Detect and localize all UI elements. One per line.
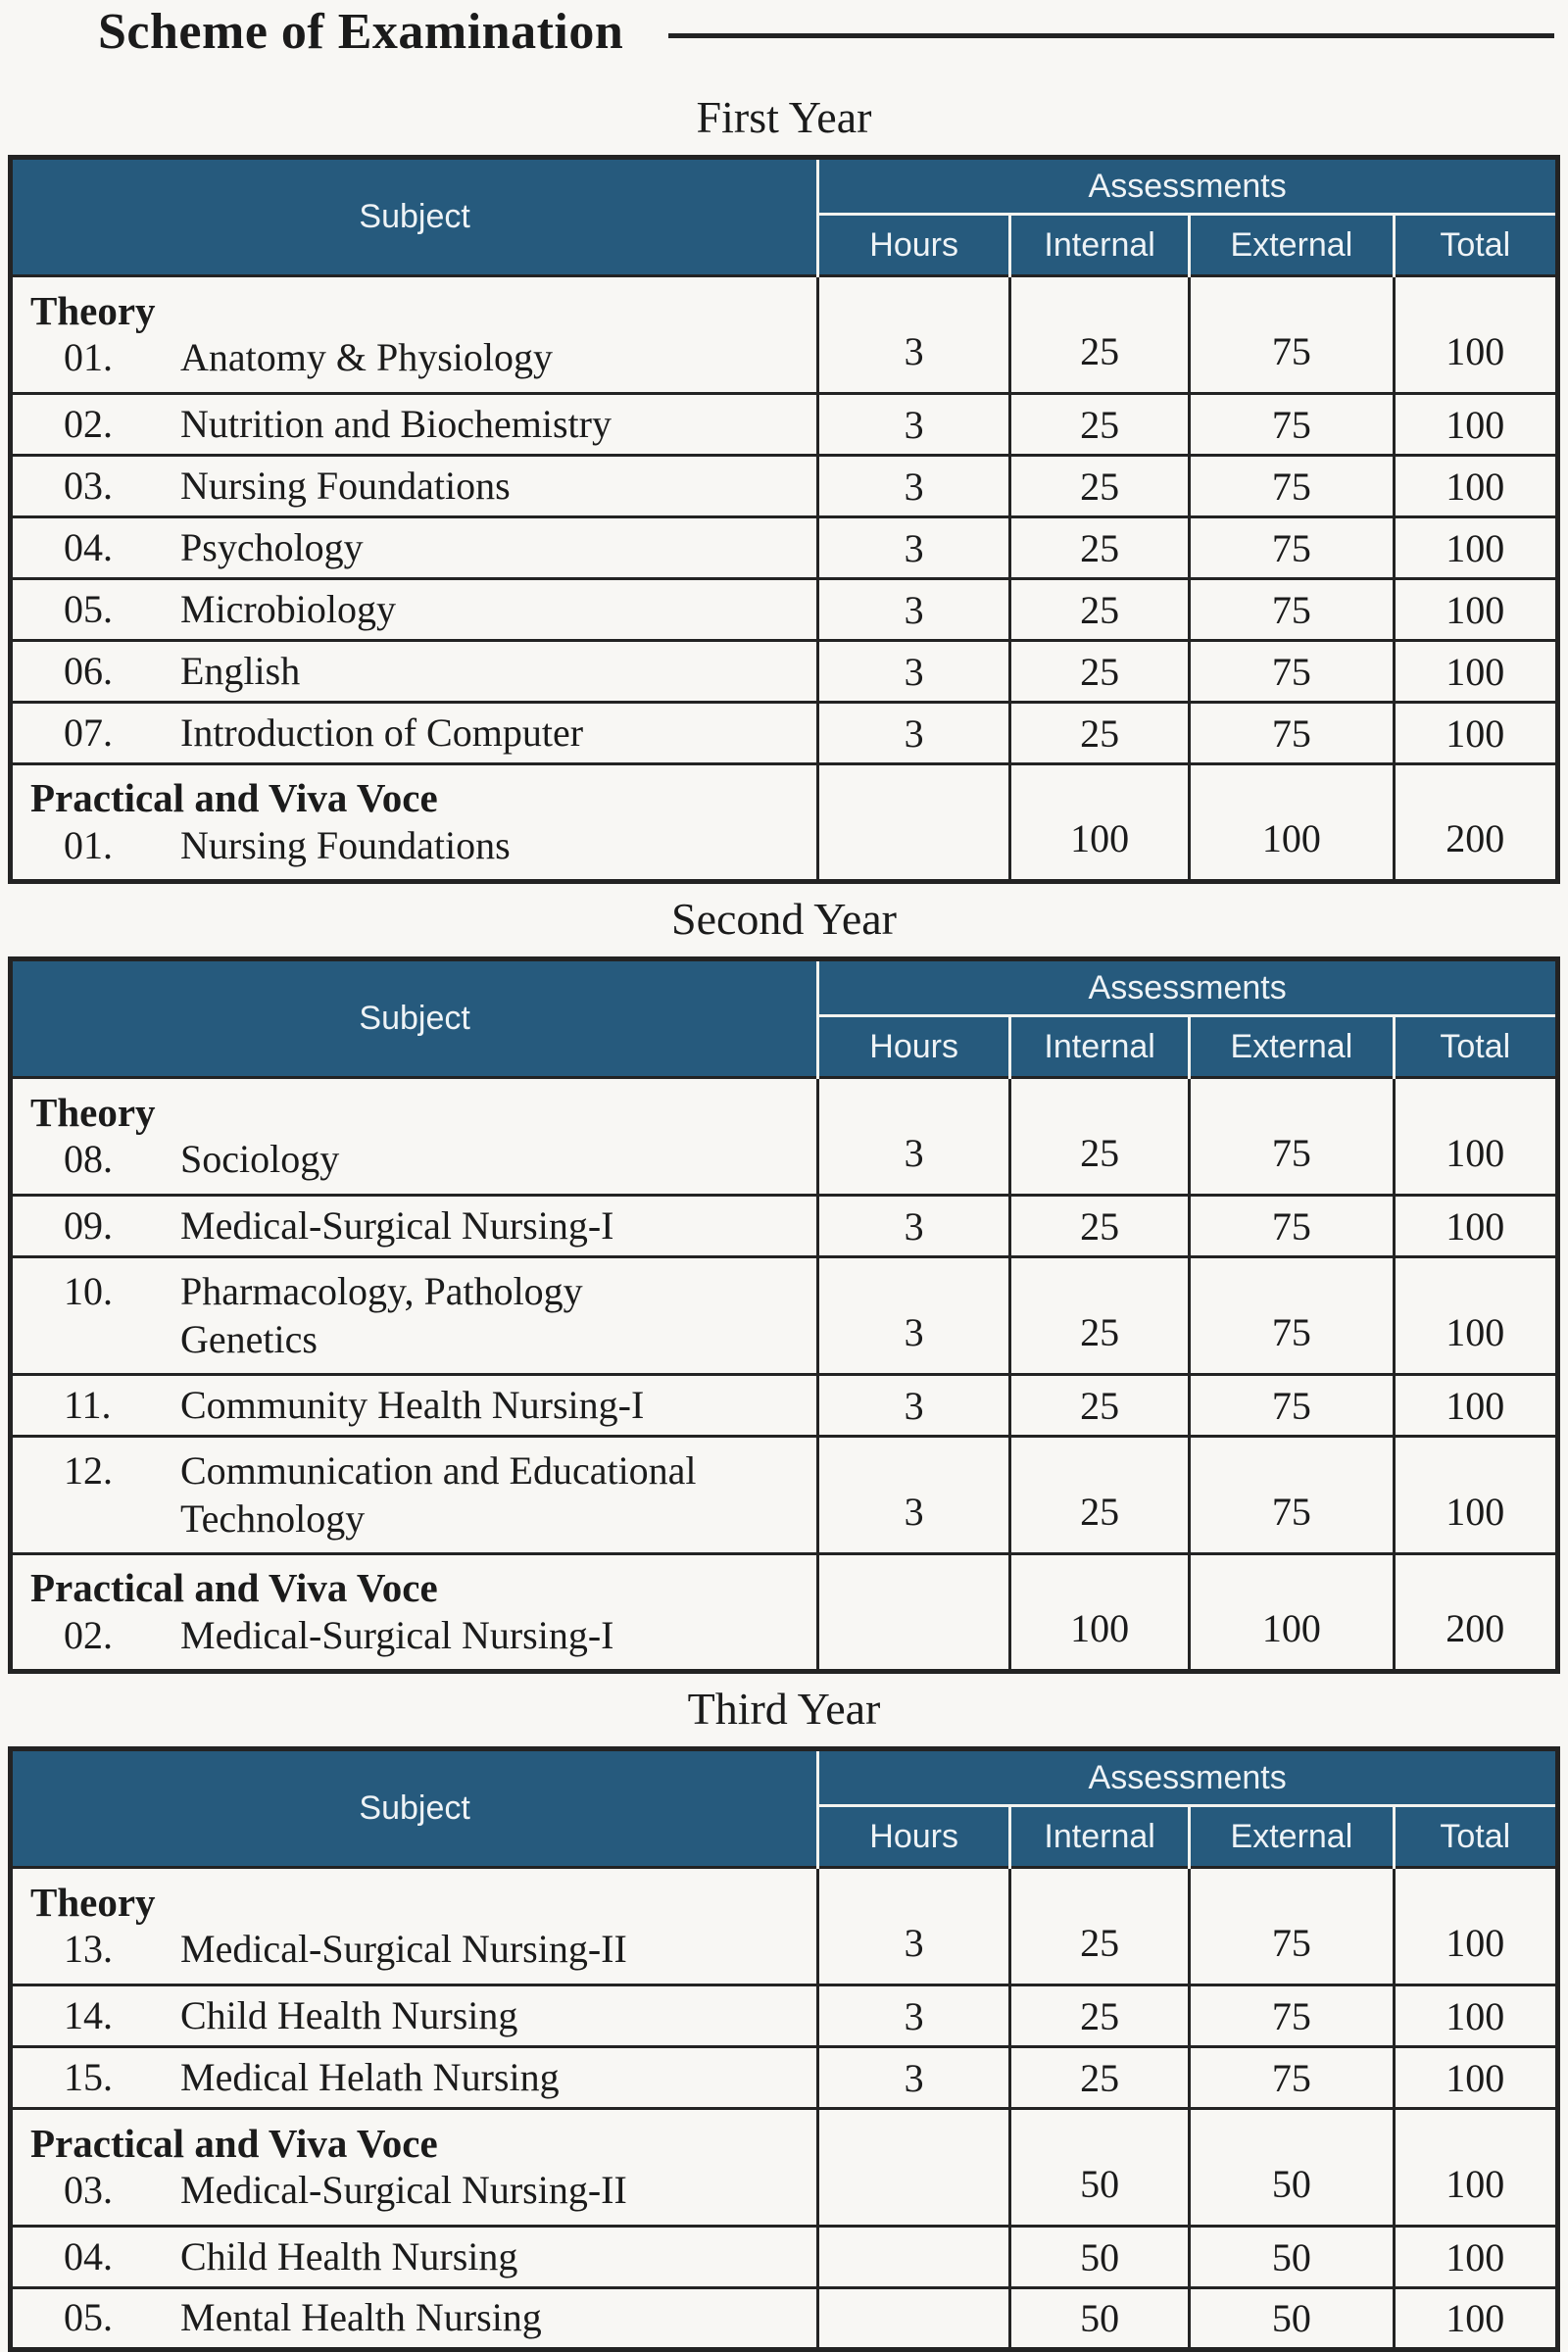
- table-row: [11, 517, 1558, 579]
- value-cell-total: 100: [1394, 703, 1557, 764]
- year-tables: [8, 92, 1560, 2352]
- subject-cell: [11, 1257, 818, 1375]
- subject-number: 03.: [64, 463, 113, 508]
- value-cell-total: 100: [1394, 1257, 1557, 1375]
- table-row: [11, 456, 1558, 517]
- subject-text: Nutrition and Biochemistry: [180, 401, 612, 446]
- value-cell-total: 100: [1394, 2288, 1557, 2350]
- subject-name: [13, 710, 816, 758]
- subject-text: Medical-Surgical Nursing-I: [180, 1202, 614, 1248]
- value-cell-total: 100: [1394, 517, 1557, 579]
- subject-name: [13, 1612, 816, 1660]
- table-row: [11, 1868, 1558, 1985]
- subject-text: English: [180, 648, 301, 693]
- subject-cell: [11, 1078, 818, 1196]
- value-cell-hours: 3: [818, 1078, 1010, 1196]
- section-label: Theory: [30, 287, 156, 333]
- subject-number: 01.: [64, 822, 113, 867]
- subject-number: 05.: [64, 586, 113, 631]
- value-cell-internal: 25: [1010, 456, 1190, 517]
- subject-number: 09.: [64, 1202, 113, 1248]
- column-header-external: External: [1190, 215, 1394, 276]
- value-cell-hours: 3: [818, 2047, 1010, 2109]
- value-cell-external: 75: [1190, 641, 1394, 703]
- subject-header: Subject: [11, 959, 818, 1078]
- subject-text: Community Health Nursing-I: [180, 1382, 645, 1427]
- year-section: [8, 1684, 1560, 2352]
- subject-number: 01.: [64, 335, 113, 380]
- subject-number: 06.: [64, 648, 113, 693]
- value-cell-internal: 50: [1010, 2109, 1190, 2227]
- table-body: [11, 1868, 1558, 2350]
- subject-text: Sociology: [180, 1137, 340, 1182]
- subject-text: Nursing Foundations: [180, 822, 511, 867]
- subject-name: [13, 1268, 816, 1316]
- column-header-hours: Hours: [818, 215, 1010, 276]
- table-row: [11, 2227, 1558, 2288]
- assessments-header: Assessments: [818, 158, 1558, 215]
- table-row: [11, 1196, 1558, 1257]
- value-cell-external: 75: [1190, 1078, 1394, 1196]
- subject-header: Subject: [11, 158, 818, 276]
- value-cell-total: 100: [1394, 1375, 1557, 1437]
- value-cell-hours: [818, 2288, 1010, 2350]
- subject-text: Technology: [180, 1495, 366, 1541]
- table-row: [11, 641, 1558, 703]
- subject-cell: [11, 517, 818, 579]
- subject-name: [13, 524, 816, 572]
- value-cell-hours: [818, 764, 1010, 882]
- subject-cell: [11, 456, 818, 517]
- subject-number: 10.: [64, 1268, 113, 1313]
- table-row: [11, 276, 1558, 394]
- subject-header: Subject: [11, 1749, 818, 1868]
- value-cell-total: 100: [1394, 2227, 1557, 2288]
- subject-text: Psychology: [180, 524, 364, 569]
- subject-text: Child Health Nursing: [180, 2233, 518, 2278]
- value-cell-internal: 25: [1010, 1078, 1190, 1196]
- column-header-total: Total: [1394, 1806, 1557, 1868]
- subject-number: 05.: [64, 2295, 113, 2340]
- table-row: [11, 1437, 1558, 1554]
- column-header-total: Total: [1394, 1016, 1557, 1078]
- subject-cell: [11, 2109, 818, 2227]
- subject-text: Communication and Educational: [180, 1447, 697, 1493]
- subject-name: [13, 586, 816, 634]
- value-cell-external: 50: [1190, 2109, 1394, 2227]
- value-cell-external: 50: [1190, 2227, 1394, 2288]
- value-cell-internal: 25: [1010, 276, 1190, 394]
- subject-number: 02.: [64, 401, 113, 446]
- subject-name: [13, 1202, 816, 1250]
- value-cell-external: 75: [1190, 1196, 1394, 1257]
- subject-cell: [11, 1985, 818, 2047]
- subject-name: [13, 2167, 816, 2215]
- value-cell-external: 75: [1190, 517, 1394, 579]
- subject-number: 02.: [64, 1612, 113, 1657]
- value-cell-external: 75: [1190, 1257, 1394, 1375]
- subject-number: 13.: [64, 1927, 113, 1972]
- value-cell-internal: 25: [1010, 1437, 1190, 1554]
- year-title: First Year: [696, 92, 872, 142]
- value-cell-internal: 25: [1010, 1257, 1190, 1375]
- value-cell-external: 75: [1190, 1437, 1394, 1554]
- table-row: [11, 1257, 1558, 1375]
- subject-cell: [11, 579, 818, 641]
- subject-text: Medical-Surgical Nursing-II: [180, 1927, 627, 1972]
- value-cell-total: 100: [1394, 2047, 1557, 2109]
- subject-cell: [11, 764, 818, 882]
- column-header-external: External: [1190, 1016, 1394, 1078]
- value-cell-external: 100: [1190, 764, 1394, 882]
- column-header-hours: Hours: [818, 1016, 1010, 1078]
- table-row: [11, 1078, 1558, 1196]
- subject-cell: [11, 1375, 818, 1437]
- subject-text: Child Health Nursing: [180, 1992, 518, 2037]
- value-cell-hours: 3: [818, 641, 1010, 703]
- assessments-header-row: [11, 1749, 1558, 1806]
- subject-text: Nursing Foundations: [180, 463, 511, 508]
- value-cell-internal: 25: [1010, 394, 1190, 456]
- value-cell-external: 75: [1190, 276, 1394, 394]
- value-cell-internal: 25: [1010, 641, 1190, 703]
- value-cell-external: 75: [1190, 1868, 1394, 1985]
- value-cell-internal: 100: [1010, 764, 1190, 882]
- value-cell-external: 75: [1190, 2047, 1394, 2109]
- subject-name: [13, 1992, 816, 2040]
- subject-name: [13, 822, 816, 870]
- value-cell-hours: 3: [818, 517, 1010, 579]
- assessments-header: Assessments: [818, 959, 1558, 1016]
- value-cell-hours: 3: [818, 1985, 1010, 2047]
- subject-text: Medical-Surgical Nursing-I: [180, 1612, 614, 1657]
- document-header: [8, 0, 1560, 59]
- section-label: Theory: [30, 1089, 156, 1135]
- subject-text: Microbiology: [180, 586, 396, 631]
- value-cell-hours: 3: [818, 1868, 1010, 1985]
- subject-number: 08.: [64, 1137, 113, 1182]
- value-cell-hours: 3: [818, 1375, 1010, 1437]
- subject-text: Mental Health Nursing: [180, 2295, 542, 2340]
- subject-name: [13, 1382, 816, 1430]
- value-cell-total: 100: [1394, 1078, 1557, 1196]
- value-cell-external: 75: [1190, 456, 1394, 517]
- table-row: [11, 579, 1558, 641]
- table-row: [11, 703, 1558, 764]
- subject-name: [13, 1447, 816, 1495]
- subject-cell: [11, 1437, 818, 1554]
- subject-cell: [11, 641, 818, 703]
- column-header-internal: Internal: [1010, 215, 1190, 276]
- subject-name: [13, 401, 816, 449]
- subject-number: 14.: [64, 1992, 113, 2037]
- subject-name: [13, 2054, 816, 2102]
- value-cell-external: 75: [1190, 703, 1394, 764]
- value-cell-total: 100: [1394, 394, 1557, 456]
- year-title: Third Year: [687, 1684, 881, 1734]
- subject-cell: [11, 394, 818, 456]
- value-cell-internal: 25: [1010, 579, 1190, 641]
- subject-text: Anatomy & Physiology: [180, 335, 554, 380]
- assessments-header: Assessments: [818, 1749, 1558, 1806]
- subject-number: 15.: [64, 2054, 113, 2099]
- exam-table: [8, 155, 1560, 884]
- subject-cell: [11, 703, 818, 764]
- assessments-header-row: [11, 959, 1558, 1016]
- table-row: [11, 2288, 1558, 2350]
- subject-name: [13, 2294, 816, 2342]
- value-cell-hours: [818, 2109, 1010, 2227]
- value-cell-external: 75: [1190, 1375, 1394, 1437]
- subject-text: Genetics: [180, 1316, 318, 1361]
- value-cell-total: 100: [1394, 1868, 1557, 1985]
- value-cell-external: 75: [1190, 394, 1394, 456]
- value-cell-hours: [818, 1554, 1010, 1672]
- subject-name: [13, 334, 816, 382]
- year-title: Second Year: [671, 894, 897, 944]
- value-cell-hours: 3: [818, 579, 1010, 641]
- subject-name: [13, 2233, 816, 2281]
- value-cell-external: 75: [1190, 579, 1394, 641]
- subject-number: 04.: [64, 2233, 113, 2278]
- value-cell-total: 100: [1394, 579, 1557, 641]
- table-row: [11, 1554, 1558, 1672]
- subject-number: 03.: [64, 2168, 113, 2213]
- value-cell-total: 100: [1394, 1437, 1557, 1554]
- subject-number: 04.: [64, 524, 113, 569]
- section-label: Practical and Viva Voce: [30, 775, 438, 821]
- subject-name: [13, 1136, 816, 1184]
- subject-text: Medical Helath Nursing: [180, 2054, 560, 2099]
- value-cell-hours: [818, 2227, 1010, 2288]
- table-body: [11, 1078, 1558, 1672]
- subject-text: Pharmacology, Pathology: [180, 1268, 583, 1313]
- subject-number: 11.: [64, 1382, 112, 1427]
- value-cell-hours: 3: [818, 276, 1010, 394]
- table-row: [11, 2047, 1558, 2109]
- subject-name: [13, 463, 816, 511]
- subject-name-cont: [13, 1495, 816, 1544]
- value-cell-internal: 25: [1010, 1868, 1190, 1985]
- value-cell-internal: 50: [1010, 2227, 1190, 2288]
- value-cell-hours: 3: [818, 1196, 1010, 1257]
- subject-cell: [11, 276, 818, 394]
- year-section: [8, 92, 1560, 884]
- value-cell-hours: 3: [818, 1257, 1010, 1375]
- column-header-internal: Internal: [1010, 1806, 1190, 1868]
- subject-number: 07.: [64, 710, 113, 755]
- column-header-total: Total: [1394, 215, 1557, 276]
- value-cell-internal: 25: [1010, 1985, 1190, 2047]
- title-rule: [668, 33, 1554, 38]
- value-cell-internal: 100: [1010, 1554, 1190, 1672]
- exam-table: [8, 956, 1560, 1674]
- value-cell-hours: 3: [818, 394, 1010, 456]
- subject-text: Introduction of Computer: [180, 710, 584, 755]
- section-label: Practical and Viva Voce: [30, 2120, 438, 2166]
- subject-cell: [11, 1554, 818, 1672]
- column-header-hours: Hours: [818, 1806, 1010, 1868]
- value-cell-total: 200: [1394, 1554, 1557, 1672]
- value-cell-total: 100: [1394, 456, 1557, 517]
- section-label: Practical and Viva Voce: [30, 1565, 438, 1611]
- value-cell-external: 50: [1190, 2288, 1394, 2350]
- value-cell-internal: 25: [1010, 1196, 1190, 1257]
- subject-number: 12.: [64, 1447, 113, 1493]
- value-cell-internal: 25: [1010, 703, 1190, 764]
- year-section: [8, 894, 1560, 1674]
- value-cell-total: 100: [1394, 276, 1557, 394]
- subject-name: [13, 648, 816, 696]
- assessments-header-row: [11, 158, 1558, 215]
- table-row: [11, 764, 1558, 882]
- value-cell-total: 100: [1394, 641, 1557, 703]
- table-row: [11, 2109, 1558, 2227]
- value-cell-hours: 3: [818, 703, 1010, 764]
- subject-name: [13, 1926, 816, 1974]
- subject-cell: [11, 2047, 818, 2109]
- value-cell-hours: 3: [818, 456, 1010, 517]
- table-row: [11, 1375, 1558, 1437]
- column-header-external: External: [1190, 1806, 1394, 1868]
- page-title: Scheme of Examination: [98, 4, 624, 60]
- exam-table: [8, 1746, 1560, 2352]
- value-cell-external: 75: [1190, 1985, 1394, 2047]
- subject-cell: [11, 2288, 818, 2350]
- value-cell-total: 100: [1394, 2109, 1557, 2227]
- subject-cell: [11, 1868, 818, 1985]
- value-cell-external: 100: [1190, 1554, 1394, 1672]
- subject-name-cont: [13, 1316, 816, 1364]
- subject-text: Medical-Surgical Nursing-II: [180, 2168, 627, 2213]
- value-cell-total: 100: [1394, 1985, 1557, 2047]
- subject-cell: [11, 1196, 818, 1257]
- section-label: Theory: [30, 1879, 156, 1925]
- value-cell-internal: 25: [1010, 2047, 1190, 2109]
- value-cell-total: 200: [1394, 764, 1557, 882]
- value-cell-internal: 25: [1010, 1375, 1190, 1437]
- value-cell-internal: 25: [1010, 517, 1190, 579]
- value-cell-hours: 3: [818, 1437, 1010, 1554]
- table-row: [11, 1985, 1558, 2047]
- value-cell-total: 100: [1394, 1196, 1557, 1257]
- column-header-internal: Internal: [1010, 1016, 1190, 1078]
- value-cell-internal: 50: [1010, 2288, 1190, 2350]
- subject-cell: [11, 2227, 818, 2288]
- table-body: [11, 276, 1558, 882]
- table-row: [11, 394, 1558, 456]
